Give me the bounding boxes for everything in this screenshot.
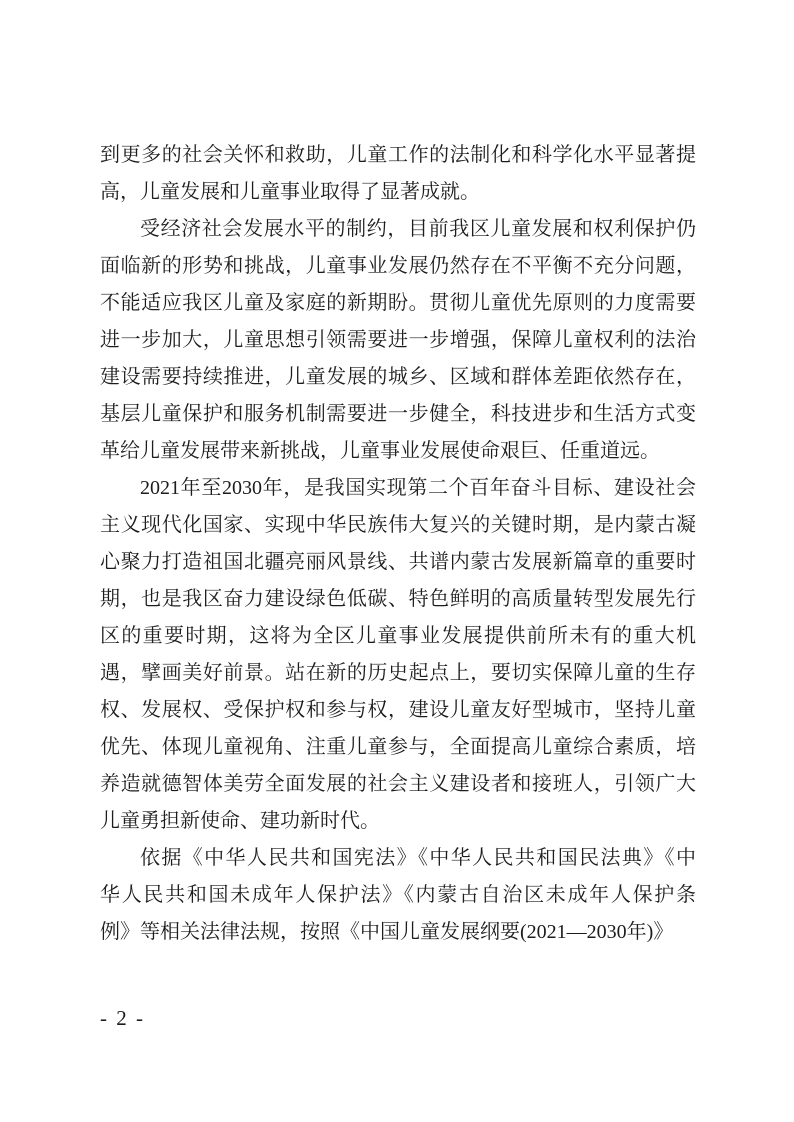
page-number: - 2 - (100, 1006, 145, 1030)
text-line: 革给儿童发展带来新挑战，儿童事业发展使命艰巨、任重道远。 (100, 440, 660, 462)
paragraph (100, 137, 696, 211)
text-line: 到更多的社会关怀和救助，儿童工作的法制化和科学化水平显著提 (100, 144, 696, 166)
text-line: 区的重要时期，这将为全区儿童事业发展提供前所未有的重大机 (100, 625, 696, 647)
text-line: 进一步加大，儿童思想引领需要进一步增强，保障儿童权利的法治 (100, 329, 696, 351)
text-line: 遇，擘画美好前景。站在新的历史起点上，要切实保障儿童的生存 (100, 662, 696, 684)
text-line: 基层儿童保护和服务机制需要进一步健全，科技进步和生活方式变 (100, 403, 696, 425)
page-footer (100, 1004, 145, 1032)
text-line: 依据《中华人民共和国宪法》《中华人民共和国民法典》《中 (140, 847, 696, 869)
text-line: 高，儿童发展和儿童事业取得了显著成就。 (100, 181, 480, 203)
text-line: 优先、体现儿童视角、注重儿童参与，全面提高儿童综合素质，培 (100, 736, 696, 758)
text-line: 2021年至2030年，是我国实现第二个百年奋斗目标、建设社会 (140, 477, 696, 499)
paragraph (100, 211, 696, 470)
text-line: 例》等相关法律法规，按照《中国儿童发展纲要(2021—2030年)》 (100, 921, 674, 943)
text-line: 心聚力打造祖国北疆亮丽风景线、共谱内蒙古发展新篇章的重要时 (100, 551, 696, 573)
text-line: 建设需要持续推进，儿童发展的城乡、区域和群体差距依然存在， (100, 366, 696, 388)
text-line: 权、发展权、受保护权和参与权，建设儿童友好型城市，坚持儿童 (100, 699, 696, 721)
text-line: 华人民共和国未成年人保护法》《内蒙古自治区未成年人保护条 (100, 884, 696, 906)
paragraph (100, 840, 696, 951)
text-line: 主义现代化国家、实现中华民族伟大复兴的关键时期，是内蒙古凝 (100, 514, 696, 536)
text-line: 期，也是我区奋力建设绿色低碳、特色鲜明的高质量转型发展先行 (100, 588, 696, 610)
text-line: 受经济社会发展水平的制约，目前我区儿童发展和权利保护仍 (140, 218, 696, 240)
text-line: 面临新的形势和挑战，儿童事业发展仍然存在不平衡不充分问题， (100, 255, 696, 277)
text-line: 不能适应我区儿童及家庭的新期盼。贯彻儿童优先原则的力度需要 (100, 292, 696, 314)
paragraph (100, 470, 696, 840)
text-line: 养造就德智体美劳全面发展的社会主义建设者和接班人，引领广大 (100, 773, 696, 795)
document-content (100, 137, 696, 951)
text-line: 儿童勇担新使命、建功新时代。 (100, 810, 380, 832)
